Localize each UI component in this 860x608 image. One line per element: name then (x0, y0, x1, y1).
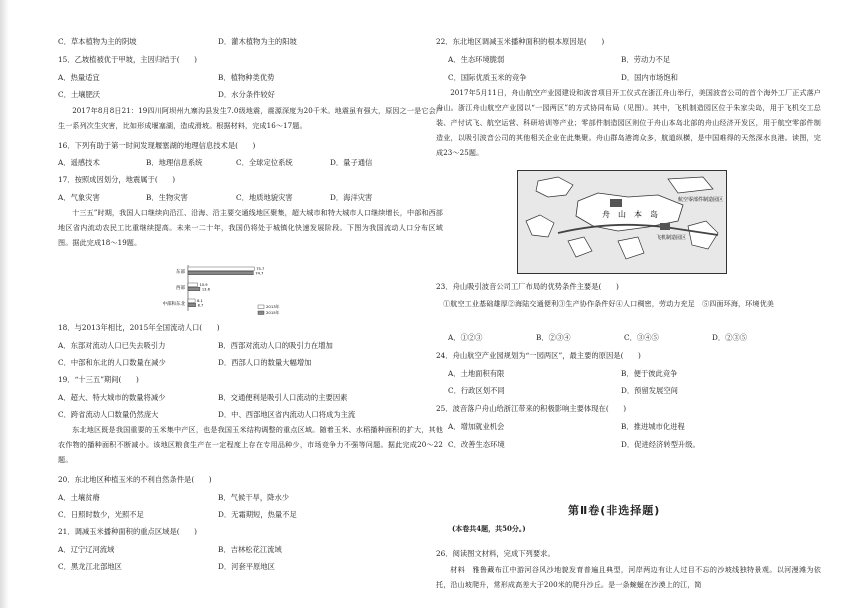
q22-option-b: B．劳动力不足 (621, 55, 671, 64)
q19-option-c: C．跨省流动人口数量仍然庞大 (58, 410, 159, 419)
q24-stem: 24．舟山航空产业园规划为“一园两区”，最主要的原因是( ) (436, 351, 641, 360)
q20-option-b: B．气候干旱，降水少 (218, 493, 290, 502)
q23-items: ①航空工业基础雄厚②海陆交通便利③生产协作条件好④人口稠密，劳动力充足 ⑤四面环海，环境优美 (443, 299, 775, 308)
chart-legend-label: 2013年 (266, 304, 280, 310)
q22-option-d: D．国内市场饱和 (621, 73, 678, 82)
page-fold-shadow (0, 0, 9, 608)
q15-stem: 15．乙坡植被优于甲坡，主因归结于( ) (58, 55, 198, 64)
chart-value-label: 13.6 (201, 287, 210, 292)
chart-legend-label: 2015年 (266, 310, 280, 316)
q23-option-b: B．②③④ (536, 333, 571, 342)
q24-option-b: B．便于彼此竞争 (621, 369, 678, 378)
q16-option-c: C．全球定位系统 (236, 158, 293, 167)
chart-bar (188, 303, 196, 307)
q15-option-b: B．植物种类优势 (218, 73, 275, 82)
section-title: 第Ⅱ卷(非选择题) (568, 504, 661, 517)
zhoushan-map-drawing (518, 171, 726, 273)
chart-value-label: 8.1 (197, 299, 203, 304)
q23-stem: 23．舟山吸引波音公司工厂布局的优势条件主要是( ) (436, 282, 619, 291)
chart-legend-swatch (258, 305, 264, 309)
q25-option-d: D．促进经济转型升级。 (621, 440, 700, 449)
q25-option-c: C．改善生态环境 (448, 440, 505, 449)
q21-option-c: C．黑龙江北部地区 (58, 562, 122, 571)
q14-option-c: C．草本植物为主的阴坡 (58, 37, 137, 46)
chart-legend (258, 304, 280, 315)
q19-option-b: B．交通便利是吸引人口流动的主要因素 (218, 393, 348, 402)
q16-stem: 16．下列有助于第一时间发现堰塞湖的地理信息技术是( ) (58, 141, 256, 150)
population-passage: 十三五”时期，我国人口继续向沿江、沿海、沿主要交通线地区聚集，超大城市和特大城市人口继续增长，中部和西部地区省内流动农民工比重继续提高。未来一二十年，我国仍将处于城镇化快速发展阶段。下图为我国流动人口分布区域图。据此完成18～19题。 (58, 208, 443, 247)
chart-bar (188, 267, 254, 271)
chart-value-label: 75.7 (256, 267, 265, 272)
q16-option-a: A．遥感技术 (58, 158, 100, 167)
q17-option-c: C．地质地貌灾害 (236, 193, 293, 202)
q15-option-a: A．热量适宜 (58, 73, 100, 82)
chart-bar (188, 271, 253, 275)
earthquake-passage: 2017年8月8日21：19四川阿坝州九寨沟县发生7.0级地震，震源深度为20千米。地震虽有强大，原因之一是它会产生一系列次生灾害，比如形成堰塞湖，造成滑坡。根据材料，完成16～17题。 (58, 106, 443, 130)
q25-option-a: A．增加就业机会 (448, 422, 505, 431)
q14-option-d: D．灌木植物为主的阳坡 (218, 37, 297, 46)
q25-stem: 25．波音落户舟山给浙江带来的积极影响主要体现在( ) (436, 404, 627, 413)
q18-option-a: A．东部对流动人口已失去吸引力 (58, 341, 166, 350)
q17-stem: 17．按照成因划分，地震属于( ) (58, 175, 176, 184)
q24-option-a: A．土地面积有限 (448, 369, 505, 378)
q19-stem: 19．“十三五”期间( ) (58, 375, 139, 384)
map-label-plane-zone: 飞机制造园区 (656, 235, 687, 241)
chart-value-label: 74.7 (255, 271, 264, 276)
q20-option-d: D．无霜期短，热量不足 (218, 510, 297, 519)
q19-option-a: A．超大、特大城市的数量将减少 (58, 393, 166, 402)
q25-option-b: B．推进城市化进程 (621, 422, 685, 431)
chart-value-label: 8.7 (197, 303, 204, 308)
q24-option-d: D．预留发展空间 (621, 386, 678, 395)
zhoushan-map (517, 170, 727, 274)
q18-option-c: C．中部和东北的人口数量在减少 (58, 358, 166, 367)
map-label-main-island: 舟 山 本 岛 (602, 210, 658, 219)
q17-option-a: A．气象灾害 (58, 193, 100, 202)
chart-category-label: 西部 (176, 286, 185, 291)
chart-bar (188, 283, 198, 287)
corn-passage: 东北地区既是我国重要的玉米集中产区，也是我国玉米结构调整的重点区域。随着玉米、水稻播种面积的扩大，其他农作物的播种面积不断减小。该地区粮食生产在一定程度上存在专用品种少，市场竞争力不强等问题。据此完成20～22题。 (58, 425, 443, 464)
q21-stem: 21．调减玉米播种面积的重点区域是( ) (58, 527, 198, 536)
chart-value-label: 10.9 (199, 283, 208, 288)
q24-option-c: C．行政区划不同 (448, 386, 505, 395)
q22-option-a: A．生态环境脆弱 (448, 55, 505, 64)
q17-option-d: D．海洋灾害 (330, 193, 373, 202)
q26-stem: 26．阅读图文材料，完成下列要求。 (436, 549, 555, 558)
q21-option-d: D．河套平原地区 (218, 562, 275, 571)
section-subtitle: (本卷共4题，共50分。) (452, 524, 526, 533)
q16-option-d: D．量子通信 (330, 158, 373, 167)
q15-option-d: D．水分条件较好 (218, 90, 275, 99)
q16-option-b: B．地理信息系统 (146, 158, 203, 167)
q15-option-c: C．土壤肥沃 (58, 90, 101, 99)
map-label-parts-zone: 航空零部件制造园区 (678, 197, 724, 203)
parts-zone-marker (610, 199, 622, 207)
q20-stem: 20．东北地区种植玉米的不利自然条件是( ) (58, 475, 212, 484)
q18-stem: 18．与2013年相比，2015年全国流动人口( ) (58, 323, 220, 332)
q19-option-d: D．中、西部地区省内流动人口将成为主流 (218, 410, 356, 419)
plane-zone-marker (660, 223, 670, 230)
q20-option-c: C．日照时数少，光照不足 (58, 510, 144, 519)
q23-option-d: D．②③⑤ (712, 333, 748, 342)
chart-bars (163, 267, 265, 307)
chart-category-label: 东部 (176, 270, 185, 275)
q18-option-d: D．西部人口的数量大幅增加 (218, 358, 312, 367)
q21-option-a: A．辽宁辽河流域 (58, 545, 115, 554)
q22-stem: 22．东北地区调减玉米播种面积的根本原因是( ) (436, 37, 605, 46)
q22-option-c: C．国际优质玉米的竞争 (448, 73, 527, 82)
q23-option-c: C．③④⑤ (624, 333, 659, 342)
chart-legend-swatch (258, 311, 264, 315)
q18-option-b: B．西部对流动人口的吸引力在增加 (218, 341, 333, 350)
chart-bar (188, 299, 195, 303)
population-bar-chart (140, 263, 300, 323)
chart-category-label: 中部和东北 (162, 302, 185, 307)
q26-material: 材料 雅鲁藏布江中游河谷风沙地貌发育普遍且典型，河岸两边有让人过目不忘的沙坡线独特景观。以河漫滩为依托，沿山坡爬升，常形成高差大于200米的爬升沙丘。是一条蜿蜒在沙漠上的江，简 (436, 565, 821, 589)
q17-option-b: B．生物灾害 (146, 193, 188, 202)
chart-bar (188, 287, 200, 291)
q21-option-b: B．吉林松花江流域 (218, 545, 282, 554)
aviation-passage: 2017年5月11日，舟山航空产业园建设和波音项目开工仪式在浙江舟山举行，美国波音公司的首个海外工厂正式落户舟山。浙江舟山航空产业园以“一园两区”的方式协同布局（见图）。其中，飞机制造园区位于朱家尖岛，用于飞机交工总装、产付试飞、航空运营、科研培训等产业；零部件制造园区则位于舟山本岛北部的舟山经济开发区，用于航空零部件制造业，以吸引波音公司的其他相关企业在此集聚。舟山群岛港湾众多，航道纵横，是中国难得的天然深水良港。读图，完成23～25题。 (436, 88, 821, 157)
q23-option-a: A．①②③ (448, 333, 483, 342)
q20-option-a: A．土壤贫瘠 (58, 493, 100, 502)
